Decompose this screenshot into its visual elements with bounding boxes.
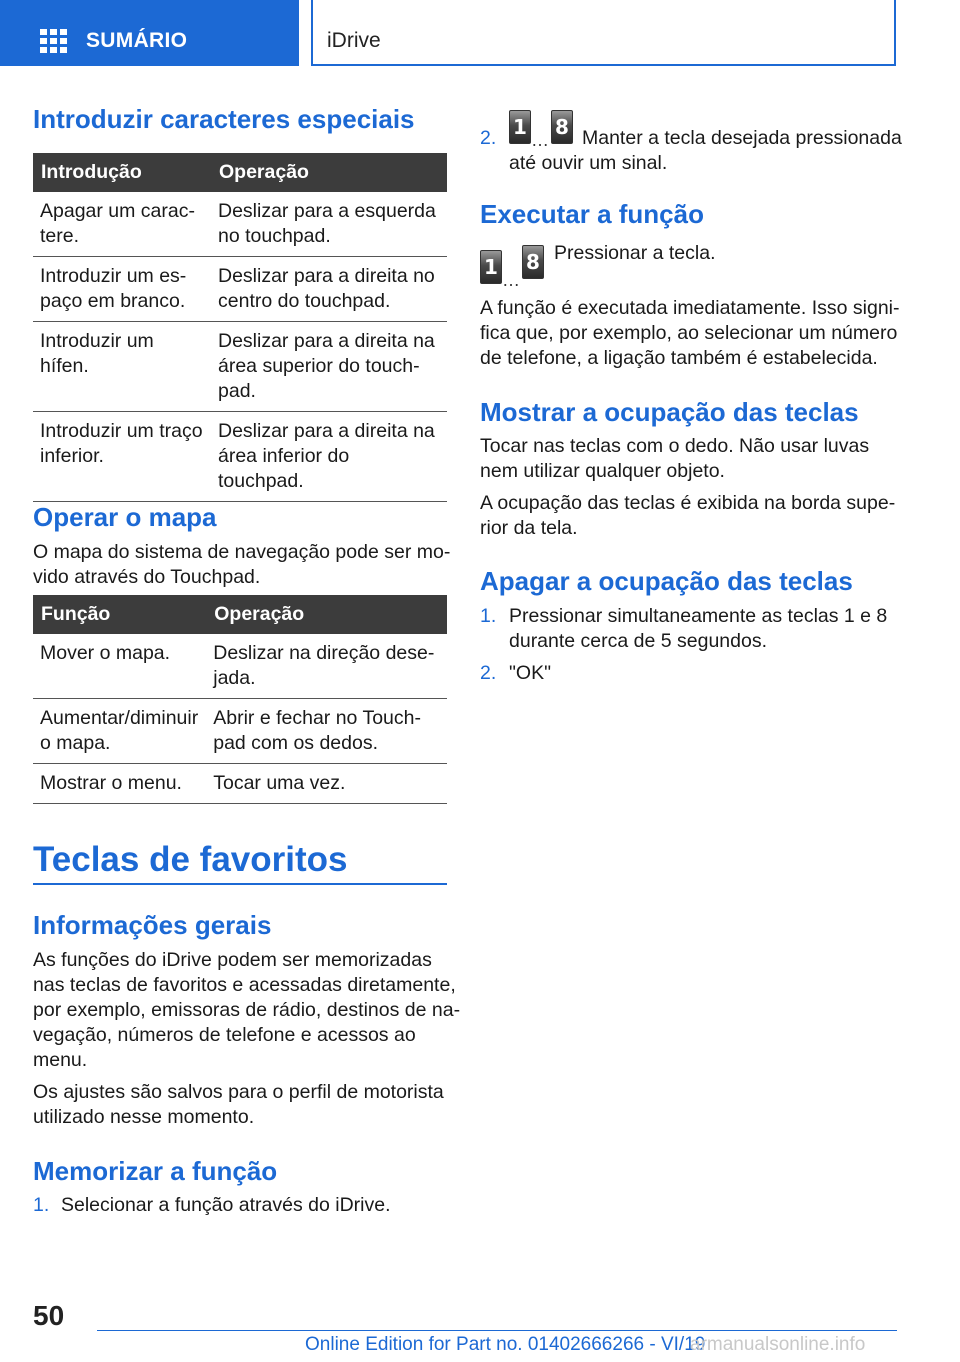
edition-text: Online Edition for Part no. 01402666266 - VI/19 xyxy=(305,1334,706,1355)
table-row xyxy=(33,634,447,699)
step-text: Manter a tecla desejada pressionada xyxy=(582,127,902,149)
table-header-row xyxy=(33,153,447,192)
table-cell-input: Introduzir um hífen. xyxy=(33,322,211,412)
favorite-key-8-icon: 8 xyxy=(522,245,544,279)
footer-rule xyxy=(97,1330,897,1331)
table-cell-operation: Deslizar para a esquerda no touchpad. xyxy=(211,192,447,257)
table-row xyxy=(33,699,447,764)
favorites-heading: Teclas de favoritos xyxy=(33,840,348,879)
section-title: iDrive xyxy=(327,29,381,52)
column-header: Operação xyxy=(206,595,447,634)
table-cell-operation: Abrir e fechar no Touch- pad com os dedos. xyxy=(206,699,447,764)
toc-label: SUMÁRIO xyxy=(86,29,188,52)
table-cell-input: Introduzir um es- paço em branco. xyxy=(33,257,211,322)
map-heading: Operar o mapa xyxy=(33,502,217,532)
step-text: Selecionar a função através do iDrive. xyxy=(61,1194,391,1216)
watermark: armanualsonline.info xyxy=(690,1334,866,1355)
step-text: Pressionar simultaneamente as teclas 1 e 8 durante cerca de 5 segundos. xyxy=(509,605,888,652)
step-text: "OK" xyxy=(509,662,552,684)
step-number: 1. xyxy=(33,1194,50,1216)
favorite-key-1-icon: 1 xyxy=(509,110,531,144)
step-number: 2. xyxy=(480,127,497,149)
toc-tab[interactable] xyxy=(0,0,299,66)
table-cell-input: Aumentar/diminuir o mapa. xyxy=(33,699,206,764)
special-chars-table xyxy=(33,153,447,502)
special-chars-heading: Introduzir caracteres especiais xyxy=(33,104,415,134)
delete-keys-heading: Apagar a ocupação das teclas xyxy=(480,566,853,596)
table-header-row xyxy=(33,595,447,634)
table-cell-operation: Deslizar na direção dese- jada. xyxy=(206,634,447,699)
section-title-box xyxy=(311,0,896,66)
table-cell-input: Mover o mapa. xyxy=(33,634,206,699)
execute-heading: Executar a função xyxy=(480,199,704,229)
table-cell-operation: Deslizar para a direita na área superior do touch- pad. xyxy=(211,322,447,412)
table-row xyxy=(33,257,447,322)
column-header: Operação xyxy=(211,153,447,192)
step-text-cont: até ouvir um sinal. xyxy=(509,152,668,174)
favorite-key-8-icon: 8 xyxy=(551,110,573,144)
column-header: Função xyxy=(33,595,206,634)
table-cell-input: Mostrar o menu. xyxy=(33,764,206,804)
general-info-p1: As funções do iDrive podem ser memorizadas nas teclas de favoritos e acessadas diretamente, por exemplo, emissoras de rádio, destinos de na- vegação, números de telefone e acessos ao menu. xyxy=(33,949,461,1071)
ellipsis: … xyxy=(531,130,549,150)
show-keys-p1: Tocar nas teclas com o dedo. Não usar luvas nem utilizar qualquer objeto. xyxy=(480,435,870,482)
step-number: 2. xyxy=(480,662,497,684)
table-row xyxy=(33,322,447,412)
show-keys-p2: A ocupação das teclas é exibida na borda supe- rior da tela. xyxy=(480,492,896,539)
page-number: 50 xyxy=(33,1300,65,1331)
table-cell-input: Introduzir um traço inferior. xyxy=(33,412,211,502)
general-info-p2: Os ajustes são salvos para o perfil de motorista utilizado nesse momento. xyxy=(33,1081,444,1128)
execute-key-text: Pressionar a tecla. xyxy=(554,242,716,264)
table-row xyxy=(33,764,447,804)
table-row xyxy=(33,192,447,257)
table-cell-input: Apagar um carac- tere. xyxy=(33,192,211,257)
table-row xyxy=(33,412,447,502)
general-info-heading: Informações gerais xyxy=(33,910,272,940)
column-header: Introdução xyxy=(33,153,211,192)
table-cell-operation: Deslizar para a direita na área inferior do touchpad. xyxy=(211,412,447,502)
ellipsis: … xyxy=(502,270,520,290)
map-intro: O mapa do sistema de navegação pode ser mo- vido através do Touchpad. xyxy=(33,541,451,588)
table-cell-operation: Deslizar para a direita no centro do touchpad. xyxy=(211,257,447,322)
favorite-key-1-icon: 1 xyxy=(480,250,502,284)
heading-rule xyxy=(33,883,447,885)
table-cell-operation: Tocar uma vez. xyxy=(206,764,447,804)
map-table xyxy=(33,595,447,804)
grid-menu-icon xyxy=(40,29,67,53)
show-keys-heading: Mostrar a ocupação das teclas xyxy=(480,397,859,427)
execute-description: A função é executada imediatamente. Isso signi- fica que, por exemplo, ao selecionar um número de telefone, a ligação também é estabelecida. xyxy=(480,297,900,369)
memorize-heading: Memorizar a função xyxy=(33,1156,278,1186)
step-number: 1. xyxy=(480,605,497,627)
